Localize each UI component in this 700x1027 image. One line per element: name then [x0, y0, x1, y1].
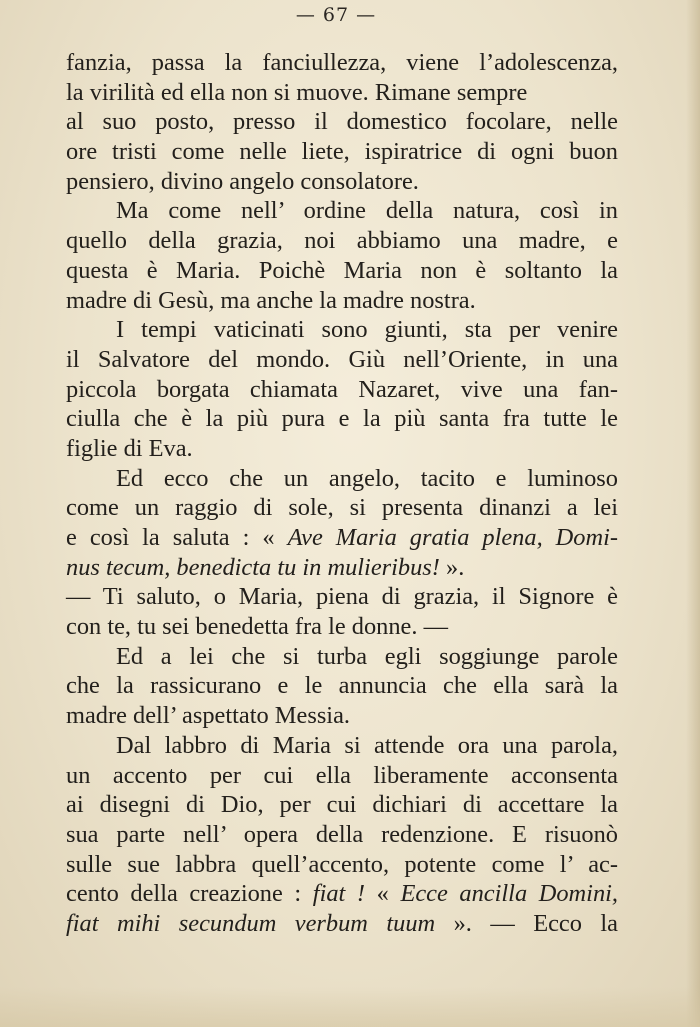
text-line	[66, 553, 618, 583]
text-run: e così la saluta : «	[66, 524, 288, 551]
text-run: I tempi vaticinati sono giunti, sta per venire	[116, 316, 618, 344]
text-line	[66, 464, 618, 494]
text-line	[66, 78, 618, 108]
text-line	[66, 226, 618, 256]
text-run: ».	[439, 553, 465, 581]
body-text	[66, 48, 618, 939]
text-run: questa è Maria. Poichè Maria non è soltanto la	[66, 256, 618, 284]
text-line	[66, 107, 618, 137]
text-line	[66, 286, 618, 316]
text-run: ai disegni di Dio, per cui dichiari di accettare la	[66, 791, 618, 819]
text-line	[66, 820, 618, 850]
italic-text-run: nus tecum, benedicta tu in mulieribus!	[66, 553, 440, 581]
text-line	[66, 612, 618, 642]
page-edge-shadow	[686, 0, 700, 1027]
italic-text-run: fiat mihi secundum verbum tuum	[66, 909, 436, 937]
text-line	[66, 256, 618, 286]
text-run: Ed ecco che un angelo, tacito e luminoso	[116, 464, 618, 492]
text-run: sulle sue labbra quell’accento, potente come l’ ac-	[66, 850, 618, 878]
text-line	[66, 196, 618, 226]
text-run: un accento per cui ella liberamente acconsenta	[66, 761, 618, 789]
page-number: — 67 —	[295, 4, 377, 26]
italic-text-run: Ecce ancilla Domini,	[400, 880, 619, 908]
text-line	[66, 434, 618, 464]
text-run: — Ti saluto, o Maria, piena di grazia, il Signore è	[66, 583, 618, 611]
text-line	[66, 375, 618, 405]
text-line	[66, 701, 618, 731]
italic-text-run: Ave Maria gratia plena, Domi-	[287, 524, 618, 551]
text-run: con te, tu sei benedetta fra le donne. —	[66, 613, 448, 641]
text-line	[66, 523, 618, 553]
text-run: che la rassicurano e le annuncia che ella sarà la	[66, 672, 618, 700]
text-run: il Salvatore del mondo. Giù nell’Oriente, in una	[66, 345, 618, 373]
text-run: madre dell’ aspettato Messia.	[66, 702, 351, 730]
text-line	[66, 790, 618, 820]
text-run: la virilità ed ella non si muove. Rimane sempre	[66, 78, 528, 106]
text-line	[66, 345, 618, 375]
text-line	[66, 909, 618, 939]
text-run: fanzia, passa la fanciullezza, viene l’adolescenza,	[66, 49, 618, 76]
text-run: al suo posto, presso il domestico focolare, nelle	[66, 108, 618, 136]
text-run: madre di Gesù, ma anche la madre nostra.	[66, 286, 476, 314]
text-line	[66, 315, 618, 345]
text-run: piccola borgata chiamata Nazaret, vive una fan-	[66, 375, 618, 403]
text-line	[66, 493, 618, 523]
text-run: Ma come nell’ ordine della natura, così in	[116, 197, 618, 225]
text-run: pensiero, divino angelo consolatore.	[66, 167, 419, 195]
text-line	[66, 731, 618, 761]
text-line	[66, 404, 618, 434]
text-run: figlie di Eva.	[66, 434, 193, 462]
text-line	[66, 850, 618, 880]
text-run: quello della grazia, noi abbiamo una madre, e	[66, 227, 618, 255]
text-run: «	[365, 880, 401, 908]
italic-text-run: fiat !	[312, 880, 366, 908]
text-run: sua parte nell’ opera della redenzione. E risuonò	[66, 820, 618, 848]
text-line	[66, 761, 618, 791]
text-run: come un raggio di sole, si presenta dinanzi a lei	[66, 494, 618, 522]
text-line	[66, 642, 618, 672]
page-bottom-shadow	[0, 987, 700, 1027]
text-run: cento della creazione :	[66, 880, 313, 908]
text-line	[66, 582, 618, 612]
text-line	[66, 137, 618, 167]
text-line	[66, 48, 618, 78]
text-run: ore tristi come nelle liete, ispiratrice di ogni buon	[66, 138, 618, 166]
text-line	[66, 879, 618, 909]
text-run: ciulla che è la più pura e la più santa fra tutte le	[66, 405, 618, 433]
text-run: Dal labbro di Maria si attende ora una parola,	[116, 731, 618, 759]
text-run: Ed a lei che si turba egli soggiunge parole	[116, 642, 618, 670]
text-line	[66, 167, 618, 197]
text-run: ». — Ecco la	[435, 909, 618, 937]
text-line	[66, 671, 618, 701]
